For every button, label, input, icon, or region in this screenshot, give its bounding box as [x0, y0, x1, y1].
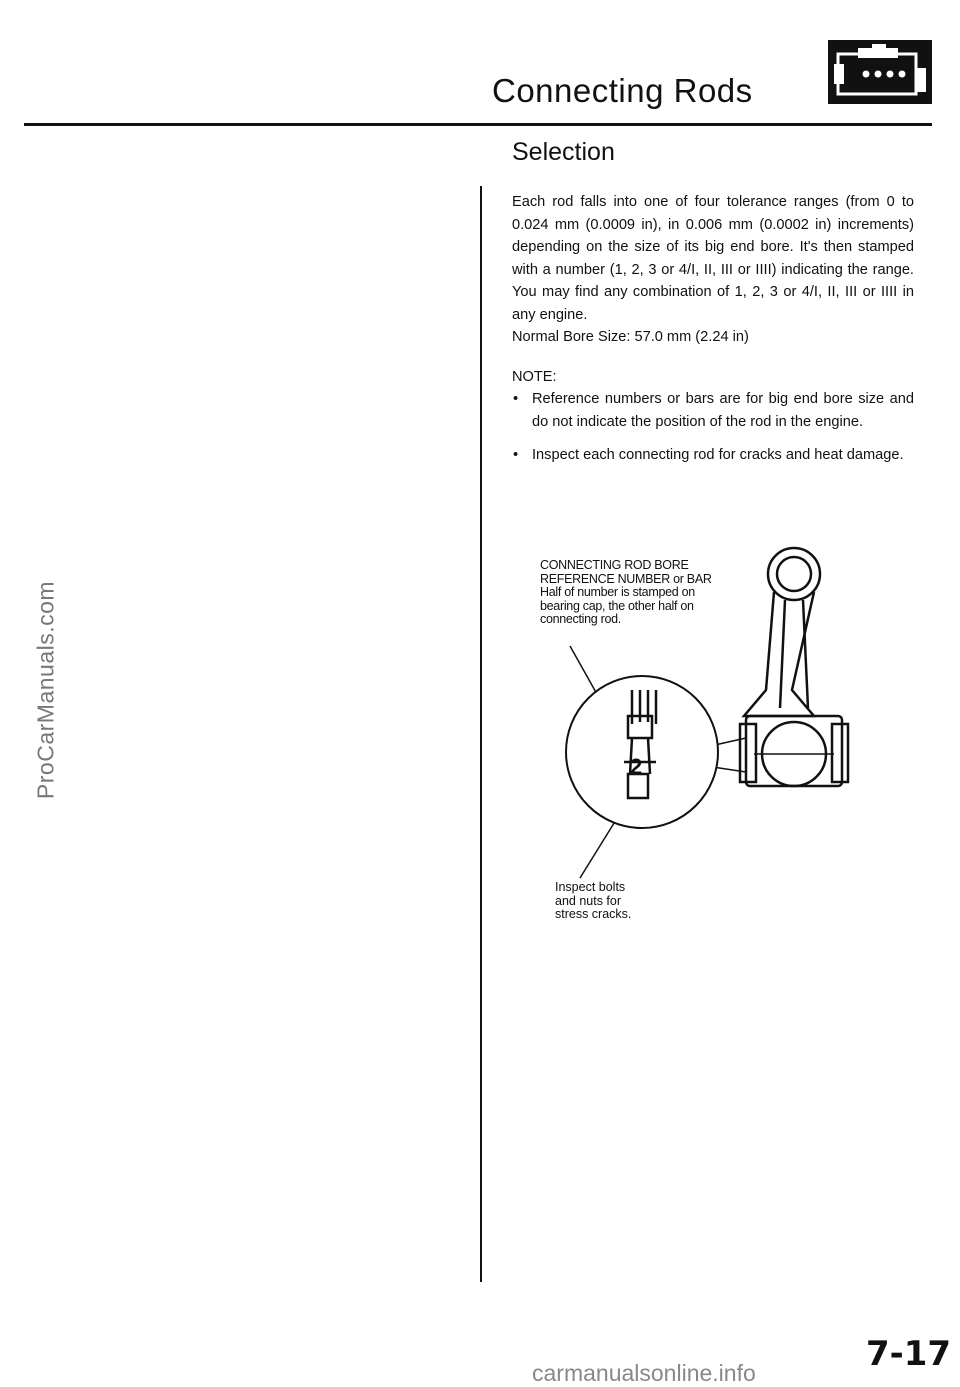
watermark-carmanualsonline: carmanualsonline.info	[532, 1360, 756, 1386]
engine-icon	[828, 40, 932, 104]
page-title: Connecting Rods	[492, 72, 753, 109]
bore-reference-callout: CONNECTING ROD BORE REFERENCE NUMBER or BAR Half of number is stamped on bearing cap, the other half on connecting rod.	[540, 558, 712, 626]
bore-size-paragraph: Normal Bore Size: 57.0 mm (2.24 in)	[512, 329, 749, 345]
zoom-detail-circle	[566, 676, 718, 828]
note-item-reference-numbers: • Reference numbers or bars are for big end bore size and do not indicate the position of the rod in the engine.	[512, 388, 914, 433]
note-label: NOTE:	[512, 369, 557, 385]
title-rule	[24, 123, 932, 126]
inspect-bolts-note: Inspect bolts and nuts for stress cracks.	[555, 880, 632, 921]
page-number: 7-17	[866, 1334, 952, 1374]
connecting-rod-drawing	[740, 548, 848, 786]
column-divider	[480, 186, 482, 1282]
note-item-inspect-rod: • Inspect each connecting rod for cracks and heat damage.	[512, 444, 914, 467]
tolerance-paragraph: Each rod falls into one of four tolerance ranges (from 0 to 0.024 mm (0.0009 in), in 0.006 mm (0.0002 in) increments) depending on the size of its big end bore. It's then stamped with a number (1, 2, 3 or 4/I, II, III or IIII) indicating the range. You may find any combination of 1, 2, 3 or 4/I, II, III or IIII in any engine.	[512, 194, 914, 323]
section-title: Selection	[512, 138, 615, 166]
stamped-number: 2	[630, 754, 643, 779]
watermark-procarmanuals: ProCarManuals.com	[32, 580, 59, 800]
